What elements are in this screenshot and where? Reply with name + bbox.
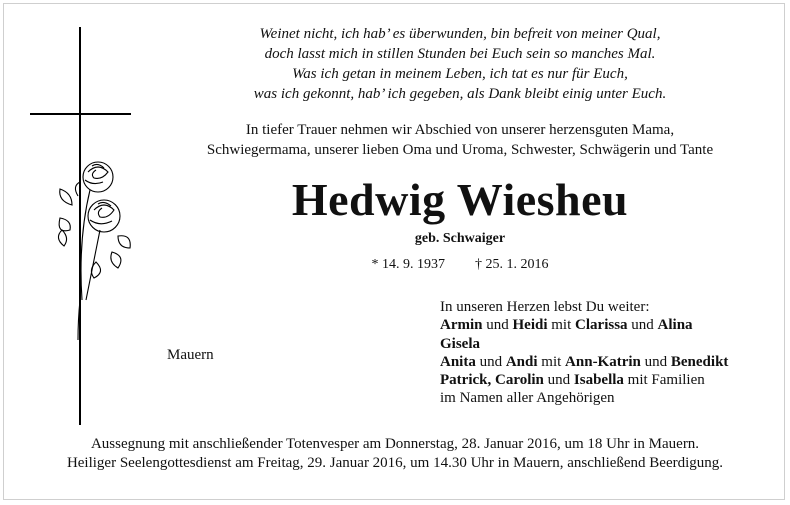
cross-icon: [0, 0, 140, 430]
mourners-block: [440, 298, 780, 408]
poem-block: [150, 24, 770, 104]
mourners-line: Patrick, Carolin und Isabella mit Familien: [440, 372, 705, 389]
service-line: Heiliger Seelengottesdienst am Freitag, 29. Januar 2016, um 14.30 Uhr in Mauern, anschließend Beerdigung.: [66, 455, 724, 471]
life-dates: [150, 256, 770, 274]
mourners-closing: im Namen aller Angehörigen: [440, 390, 615, 407]
poem-line: Was ich getan in meinem Leben, ich tat es nur für Euch,: [292, 66, 628, 82]
poem-line: doch lasst mich in stillen Stunden bei Euch sein so manches Mal.: [264, 46, 656, 62]
intro-line: In tiefer Trauer nehmen wir Abschied von unserer herzensguten Mama,: [245, 122, 675, 138]
place-name: Mauern: [167, 347, 214, 363]
roses-icon: [58, 162, 130, 340]
intro-text: [150, 120, 770, 160]
deceased-name: Hedwig Wiesheu: [291, 174, 629, 225]
death-date: † 25. 1. 2016: [475, 257, 549, 272]
service-line: Aussegnung mit anschließender Totenvesper am Donnerstag, 28. Januar 2016, um 18 Uhr in Mauern.: [90, 436, 700, 452]
birth-name: geb. Schwaiger: [414, 231, 506, 246]
mourners-heading: In unseren Herzen lebst Du weiter:: [440, 299, 650, 315]
service-info: [10, 435, 780, 473]
birth-date: * 14. 9. 1937: [371, 257, 445, 272]
mourners-line: Armin und Heidi mit Clarissa und Alina: [440, 317, 693, 334]
mourners-line: Anita und Andi mit Ann-Katrin und Benedikt: [440, 353, 729, 370]
poem-line: was ich gekonnt, hab’ ich gegeben, als Dank bleibt einig unter Euch.: [253, 86, 667, 102]
intro-line: Schwiegermama, unserer lieben Oma und Uroma, Schwester, Schwägerin und Tante: [206, 142, 714, 158]
mourners-line: Gisela: [440, 335, 480, 352]
poem-line: Weinet nicht, ich hab’ es überwunden, bin befreit von meiner Qual,: [259, 26, 661, 42]
